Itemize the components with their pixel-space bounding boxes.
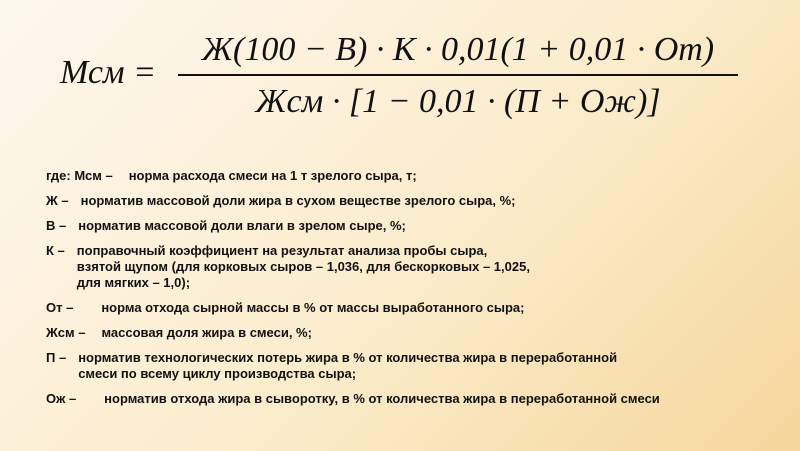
definition-row-zh <box>46 193 766 209</box>
definition-text: массовая доля жира в смеси, %; <box>101 325 312 340</box>
formula-numerator: Ж(100 − В) · К · 0,01(1 + 0,01 · От) <box>201 31 715 68</box>
definition-row-ozh <box>46 391 766 407</box>
formula-denominator: Жсм · [1 − 0,01 · (П + Ож)] <box>255 83 661 120</box>
definition-text: норматив массовой доли жира в сухом веществе зрелого сыра, %; <box>80 193 516 208</box>
definition-term: Жсм – <box>46 325 86 340</box>
definition-text: норма отхода сырной массы в % от массы выработанного сыра; <box>101 300 525 315</box>
definition-text: норматив массовой доли влаги в зрелом сыре, %; <box>78 218 406 233</box>
definition-term: Ж – <box>46 193 69 208</box>
definition-row-v <box>46 218 766 234</box>
formula-lhs: Мсм = <box>60 54 157 91</box>
definition-row-k <box>46 243 766 291</box>
formula-fraction <box>178 30 738 122</box>
definition-text: норма расхода смеси на 1 т зрелого сыра, т; <box>128 168 417 183</box>
definition-text: поправочный коэффициент на результат анализа пробы сыра, взятой щупом (для корковых сыров – 1,036, для бескорковых – 1,025, для мягких – 1,0); <box>76 243 530 290</box>
definition-row-ot <box>46 300 766 316</box>
definition-text: норматив технологических потерь жира в % от количества жира в переработанной смеси по всему циклу производства сыра; <box>78 350 618 381</box>
formula <box>60 30 740 125</box>
definition-term: где: Мсм – <box>46 168 113 183</box>
definition-term: П – <box>46 350 67 365</box>
definition-row-p <box>46 350 766 382</box>
definition-row-zhsm <box>46 325 766 341</box>
definition-term: К – <box>46 243 65 258</box>
definitions-list <box>46 168 766 416</box>
definition-text: норматив отхода жира в сыворотку, в % от количества жира в переработанной смеси <box>104 391 660 406</box>
definition-term: Ож – <box>46 391 77 406</box>
fraction-bar <box>178 74 738 76</box>
definition-term: От – <box>46 300 74 315</box>
definition-row-mcm <box>46 168 766 184</box>
definition-term: В – <box>46 218 67 233</box>
